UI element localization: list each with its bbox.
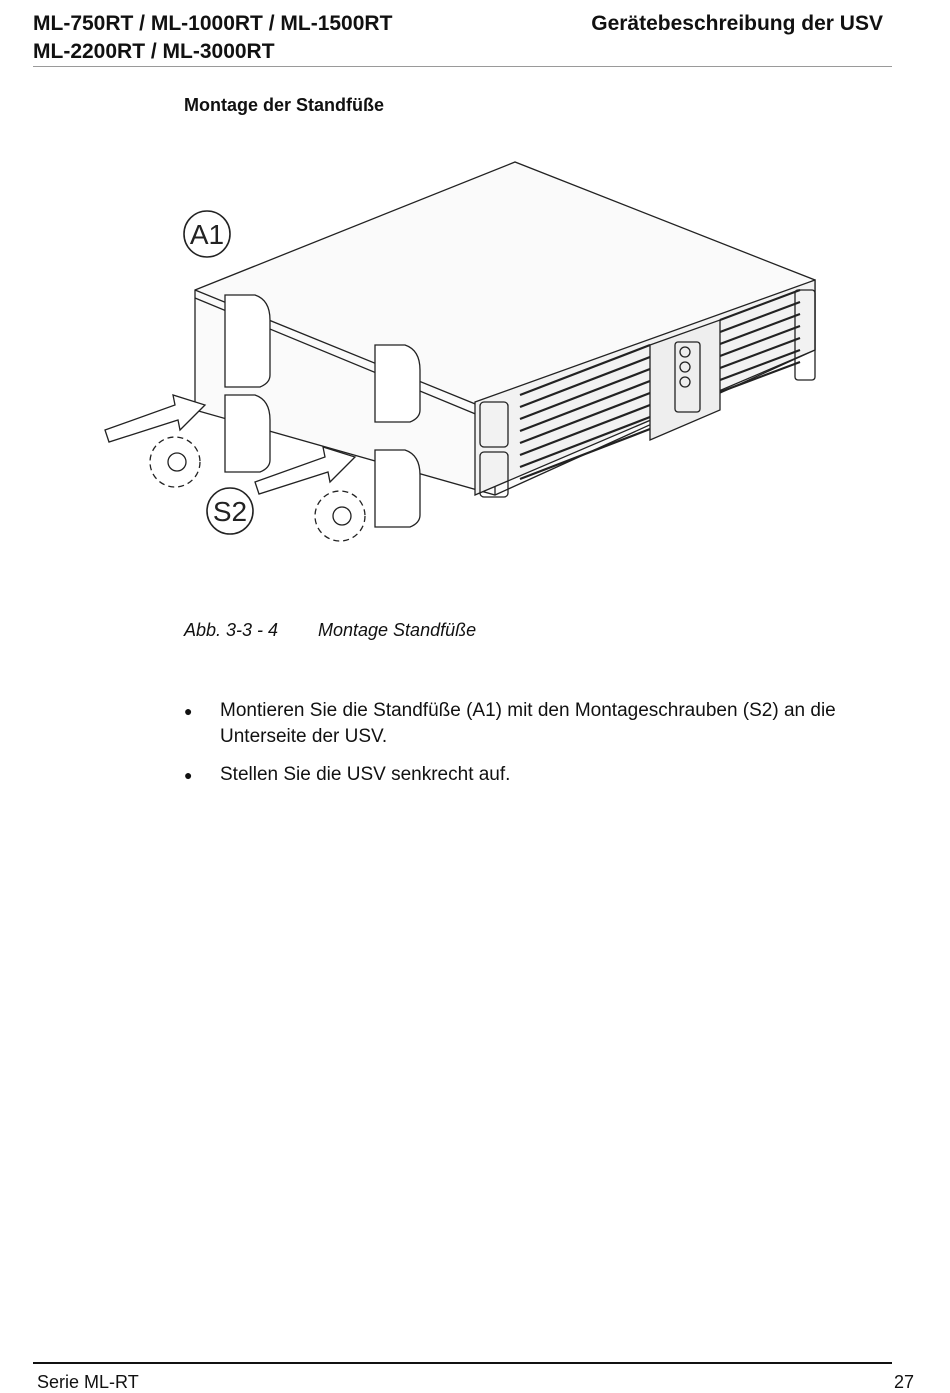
list-item [184, 762, 884, 788]
ups-mounting-figure [95, 150, 835, 570]
label-s2: S2 [212, 496, 248, 527]
footer-divider [33, 1362, 892, 1364]
header-section-title: Gerätebeschreibung der USV [591, 12, 883, 35]
list-item-text: Montieren Sie die Standfüße (A1) mit den Montageschrauben (S2) an die Unterseite der USV. [220, 700, 836, 747]
footer-series: Serie ML-RT [37, 1372, 139, 1392]
bullet-icon: ● [184, 767, 193, 783]
bullet-icon: ● [184, 703, 193, 719]
figure-number: Abb. 3-3 - 4 [184, 620, 279, 640]
figure-caption-text: Montage Standfüße [318, 620, 477, 640]
header-models-line1: ML-750RT / ML-1000RT / ML-1500RT [33, 12, 393, 35]
list-item-text: Stellen Sie die USV senkrecht auf. [220, 764, 511, 785]
page-title: Montage der Standfüße [184, 95, 385, 115]
label-a1: A1 [189, 219, 225, 250]
header-models [33, 10, 392, 66]
header-models-line2: ML-2200RT / ML-3000RT [33, 40, 275, 63]
figure-caption [184, 620, 476, 641]
ups-mounting-illustration [95, 150, 835, 570]
header-divider [33, 66, 892, 67]
list-item [184, 698, 884, 750]
instruction-list [184, 698, 884, 800]
page-number: 27 [893, 1372, 914, 1392]
